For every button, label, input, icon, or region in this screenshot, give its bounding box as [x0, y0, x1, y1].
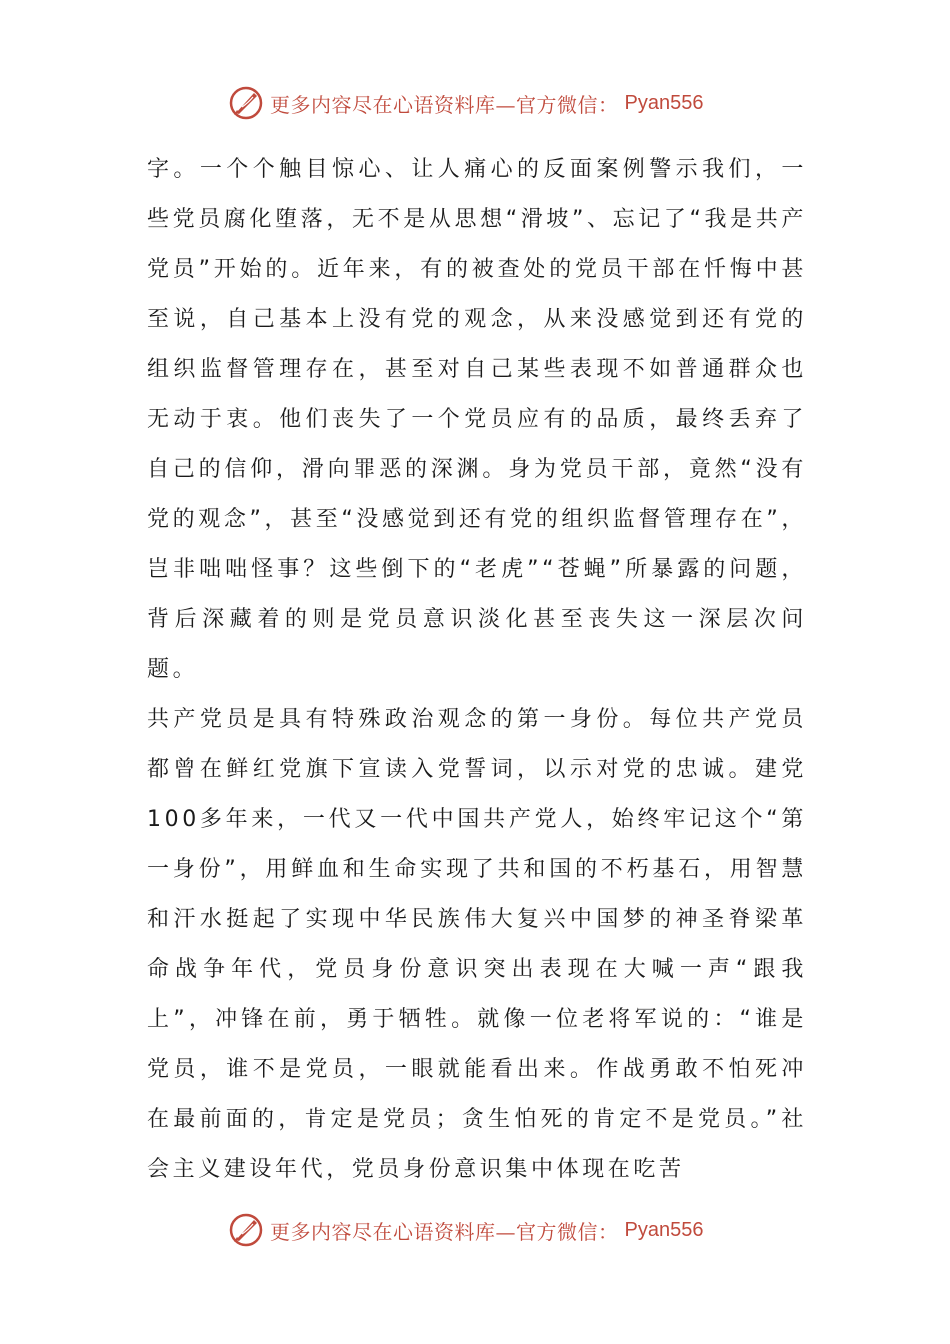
banner-text: 更多内容尽在心语资料库—官方微信： [270, 1219, 619, 1244]
wechat-id: Pyan556 [624, 91, 704, 114]
paragraph-1: 字。一个个触目惊心、让人痛心的反面案例警示我们，一些党员腐化堕落，无不是从思想“滑坡”、忘记了“我是共产党员”开始的。近年来，有的被查处的党员干部在忏悔中甚至说，自己基本上没有党的观念，从来没感觉到还有党的组织监督管理存在，甚至对自己某些表现不如普通群众也无动于衷。他们丧失了一个党员应有的品质，最终丢弃了自己的信仰，滑向罪恶的深渊。身为党员干部，竟然“没有党的观念”，甚至“没感觉到还有党的组织监督管理存在”，岂非咄咄怪事？这些倒下的“老虎”“苍蝇”所暴露的问题，背后深藏着的则是党员意识淡化甚至丧失这一深层次问题。 [147, 157, 807, 682]
header-watermark-banner [228, 83, 703, 123]
quill-pen-logo-icon [228, 85, 264, 121]
banner-text: 更多内容尽在心语资料库—官方微信： [270, 92, 619, 117]
document-body [147, 145, 807, 1195]
wechat-id: Pyan556 [624, 1218, 704, 1241]
paragraph-2: 共产党员是具有特殊政治观念的第一身份。每位共产党员都曾在鲜红党旗下宣读入党誓词，以示对党的忠诚。建党100多年来，一代又一代中国共产党人，始终牢记这个“第一身份”，用鲜血和生命实现了共和国的不朽基石，用智慧和汗水挺起了实现中华民族伟大复兴中国梦的神圣脊梁革命战争年代，党员身份意识突出表现在大喊一声“跟我上”，冲锋在前，勇于牺牲。就像一位老将军说的：“谁是党员，谁不是党员，一眼就能看出来。作战勇敢不怕死冲在最前面的，肯定是党员；贪生怕死的肯定不是党员。”社会主义建设年代，党员身份意识集中体现在吃苦 [147, 707, 807, 1182]
footer-watermark-banner [228, 1210, 703, 1250]
quill-pen-logo-icon [228, 1212, 264, 1248]
